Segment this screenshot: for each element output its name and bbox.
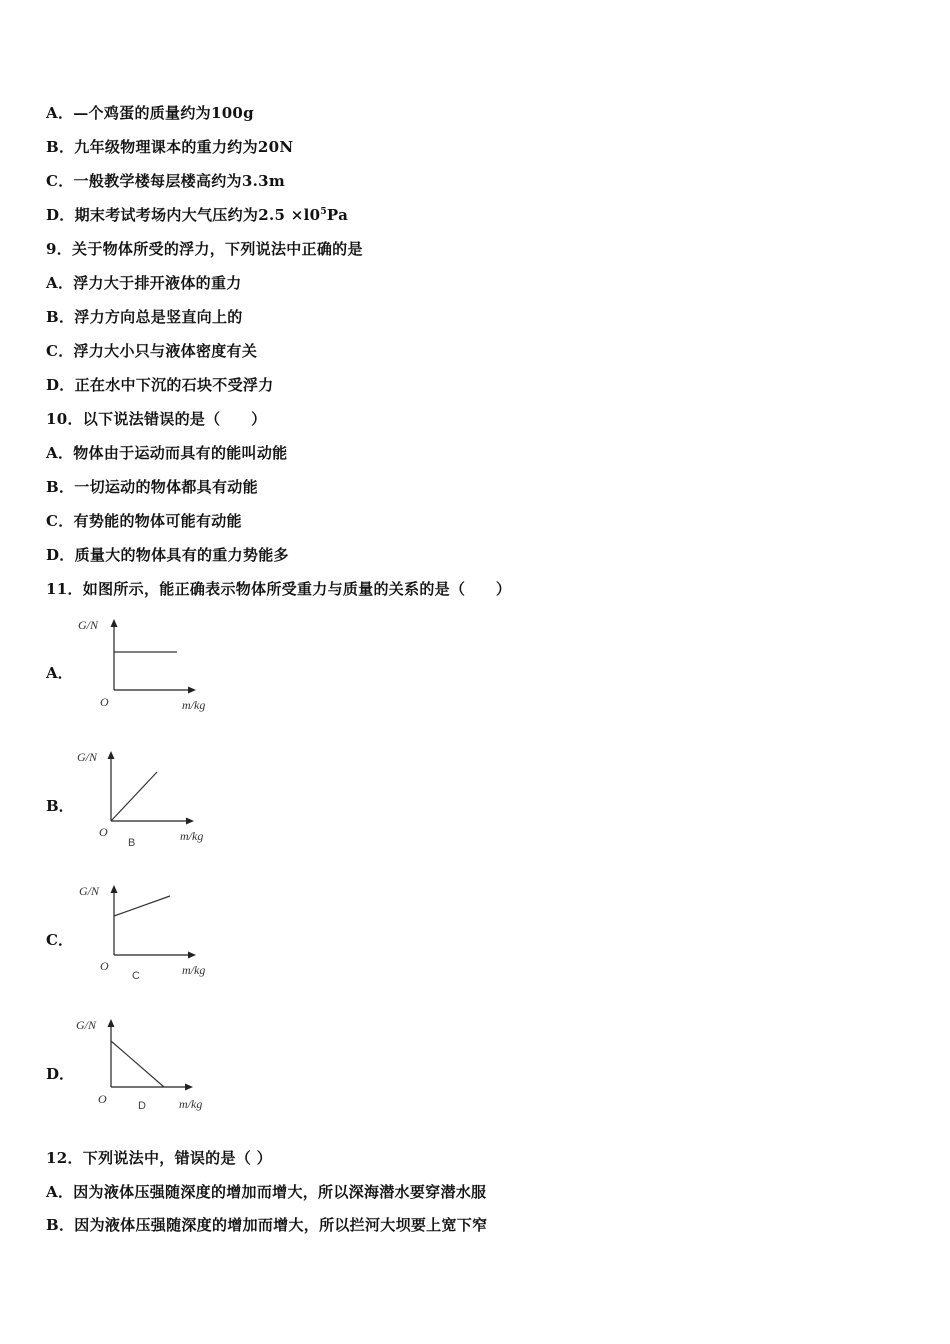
q11-graph-c — [72, 879, 222, 982]
origin-label: O — [100, 695, 109, 709]
q11-graph-a — [72, 615, 222, 715]
q8-option-d: D．期末考试考场内大气压约为$2.5 \times l0^5Pa$ — [46, 206, 349, 224]
caption: D — [138, 1100, 146, 1112]
y-arrow — [111, 619, 118, 627]
x-axis-label: m/kg — [182, 698, 206, 712]
q11-option-a-label: A． — [46, 664, 73, 682]
q10-option-c: C．有势能的物体可能有动能 — [46, 512, 242, 530]
q9-option-a: A．浮力大于排开液体的重力 — [46, 274, 242, 292]
y-axis-label: G/N — [78, 618, 99, 632]
q11-graph-b — [72, 745, 222, 849]
q11-graph-d — [72, 1013, 222, 1113]
q11-stem: 11．如图所示，能正确表示物体所受重力与质量的关系的是（ ） — [46, 580, 512, 598]
origin-label: O — [98, 1092, 107, 1106]
y-arrow — [108, 1019, 115, 1027]
q8-option-a: A．—个鸡蛋的质量约为100g — [46, 104, 254, 122]
origin-label: O — [100, 959, 109, 973]
x-arrow — [185, 1084, 193, 1091]
q11-option-d-label: D． — [46, 1065, 75, 1083]
y-arrow — [111, 885, 118, 893]
y-axis-label: G/N — [77, 750, 98, 764]
caption: B — [128, 837, 136, 849]
x-arrow — [186, 818, 194, 825]
q11-option-b-label: B． — [46, 797, 74, 815]
graph-line — [111, 1041, 164, 1087]
q12-stem: 12．下列说法中，错误的是（ ） — [46, 1149, 272, 1167]
q11-option-c-label: C． — [46, 931, 73, 949]
graph-line — [111, 772, 157, 821]
graph-line — [114, 896, 170, 916]
q10-option-b: B．一切运动的物体都具有动能 — [46, 478, 258, 496]
q9-option-d: D．正在水中下沉的石块不受浮力 — [46, 376, 274, 394]
q9-option-b: B．浮力方向总是竖直向上的 — [46, 308, 243, 326]
x-axis-label: m/kg — [182, 963, 206, 977]
y-axis-label: G/N — [79, 884, 100, 898]
y-axis-label: G/N — [76, 1018, 97, 1032]
q9-option-c: C．浮力大小只与液体密度有关 — [46, 342, 258, 360]
q10-option-d: D．质量大的物体具有的重力势能多 — [46, 546, 289, 564]
y-arrow — [108, 751, 115, 759]
q10-stem: 10．以下说法错误的是（ ） — [46, 410, 267, 428]
x-axis-label: m/kg — [179, 1097, 203, 1111]
origin-label: O — [99, 825, 108, 839]
x-axis-label: m/kg — [180, 829, 204, 843]
caption: C — [132, 970, 140, 982]
q10-option-a: A．物体由于运动而具有的能叫动能 — [46, 444, 288, 462]
x-arrow — [188, 687, 196, 694]
q9-stem: 9．关于物体所受的浮力，下列说法中正确的是 — [46, 240, 363, 258]
x-arrow — [188, 952, 196, 959]
q12-option-b: B．因为液体压强随深度的增加而增大，所以拦河大坝要上宽下窄 — [46, 1216, 488, 1234]
q8-option-b: B．九年级物理课本的重力约为20N — [46, 138, 294, 156]
q12-option-a: A．因为液体压强随深度的增加而增大，所以深海潜水要穿潜水服 — [46, 1183, 487, 1201]
q8-option-c: C．一般教学楼每层楼高约为3.3m — [46, 172, 286, 190]
